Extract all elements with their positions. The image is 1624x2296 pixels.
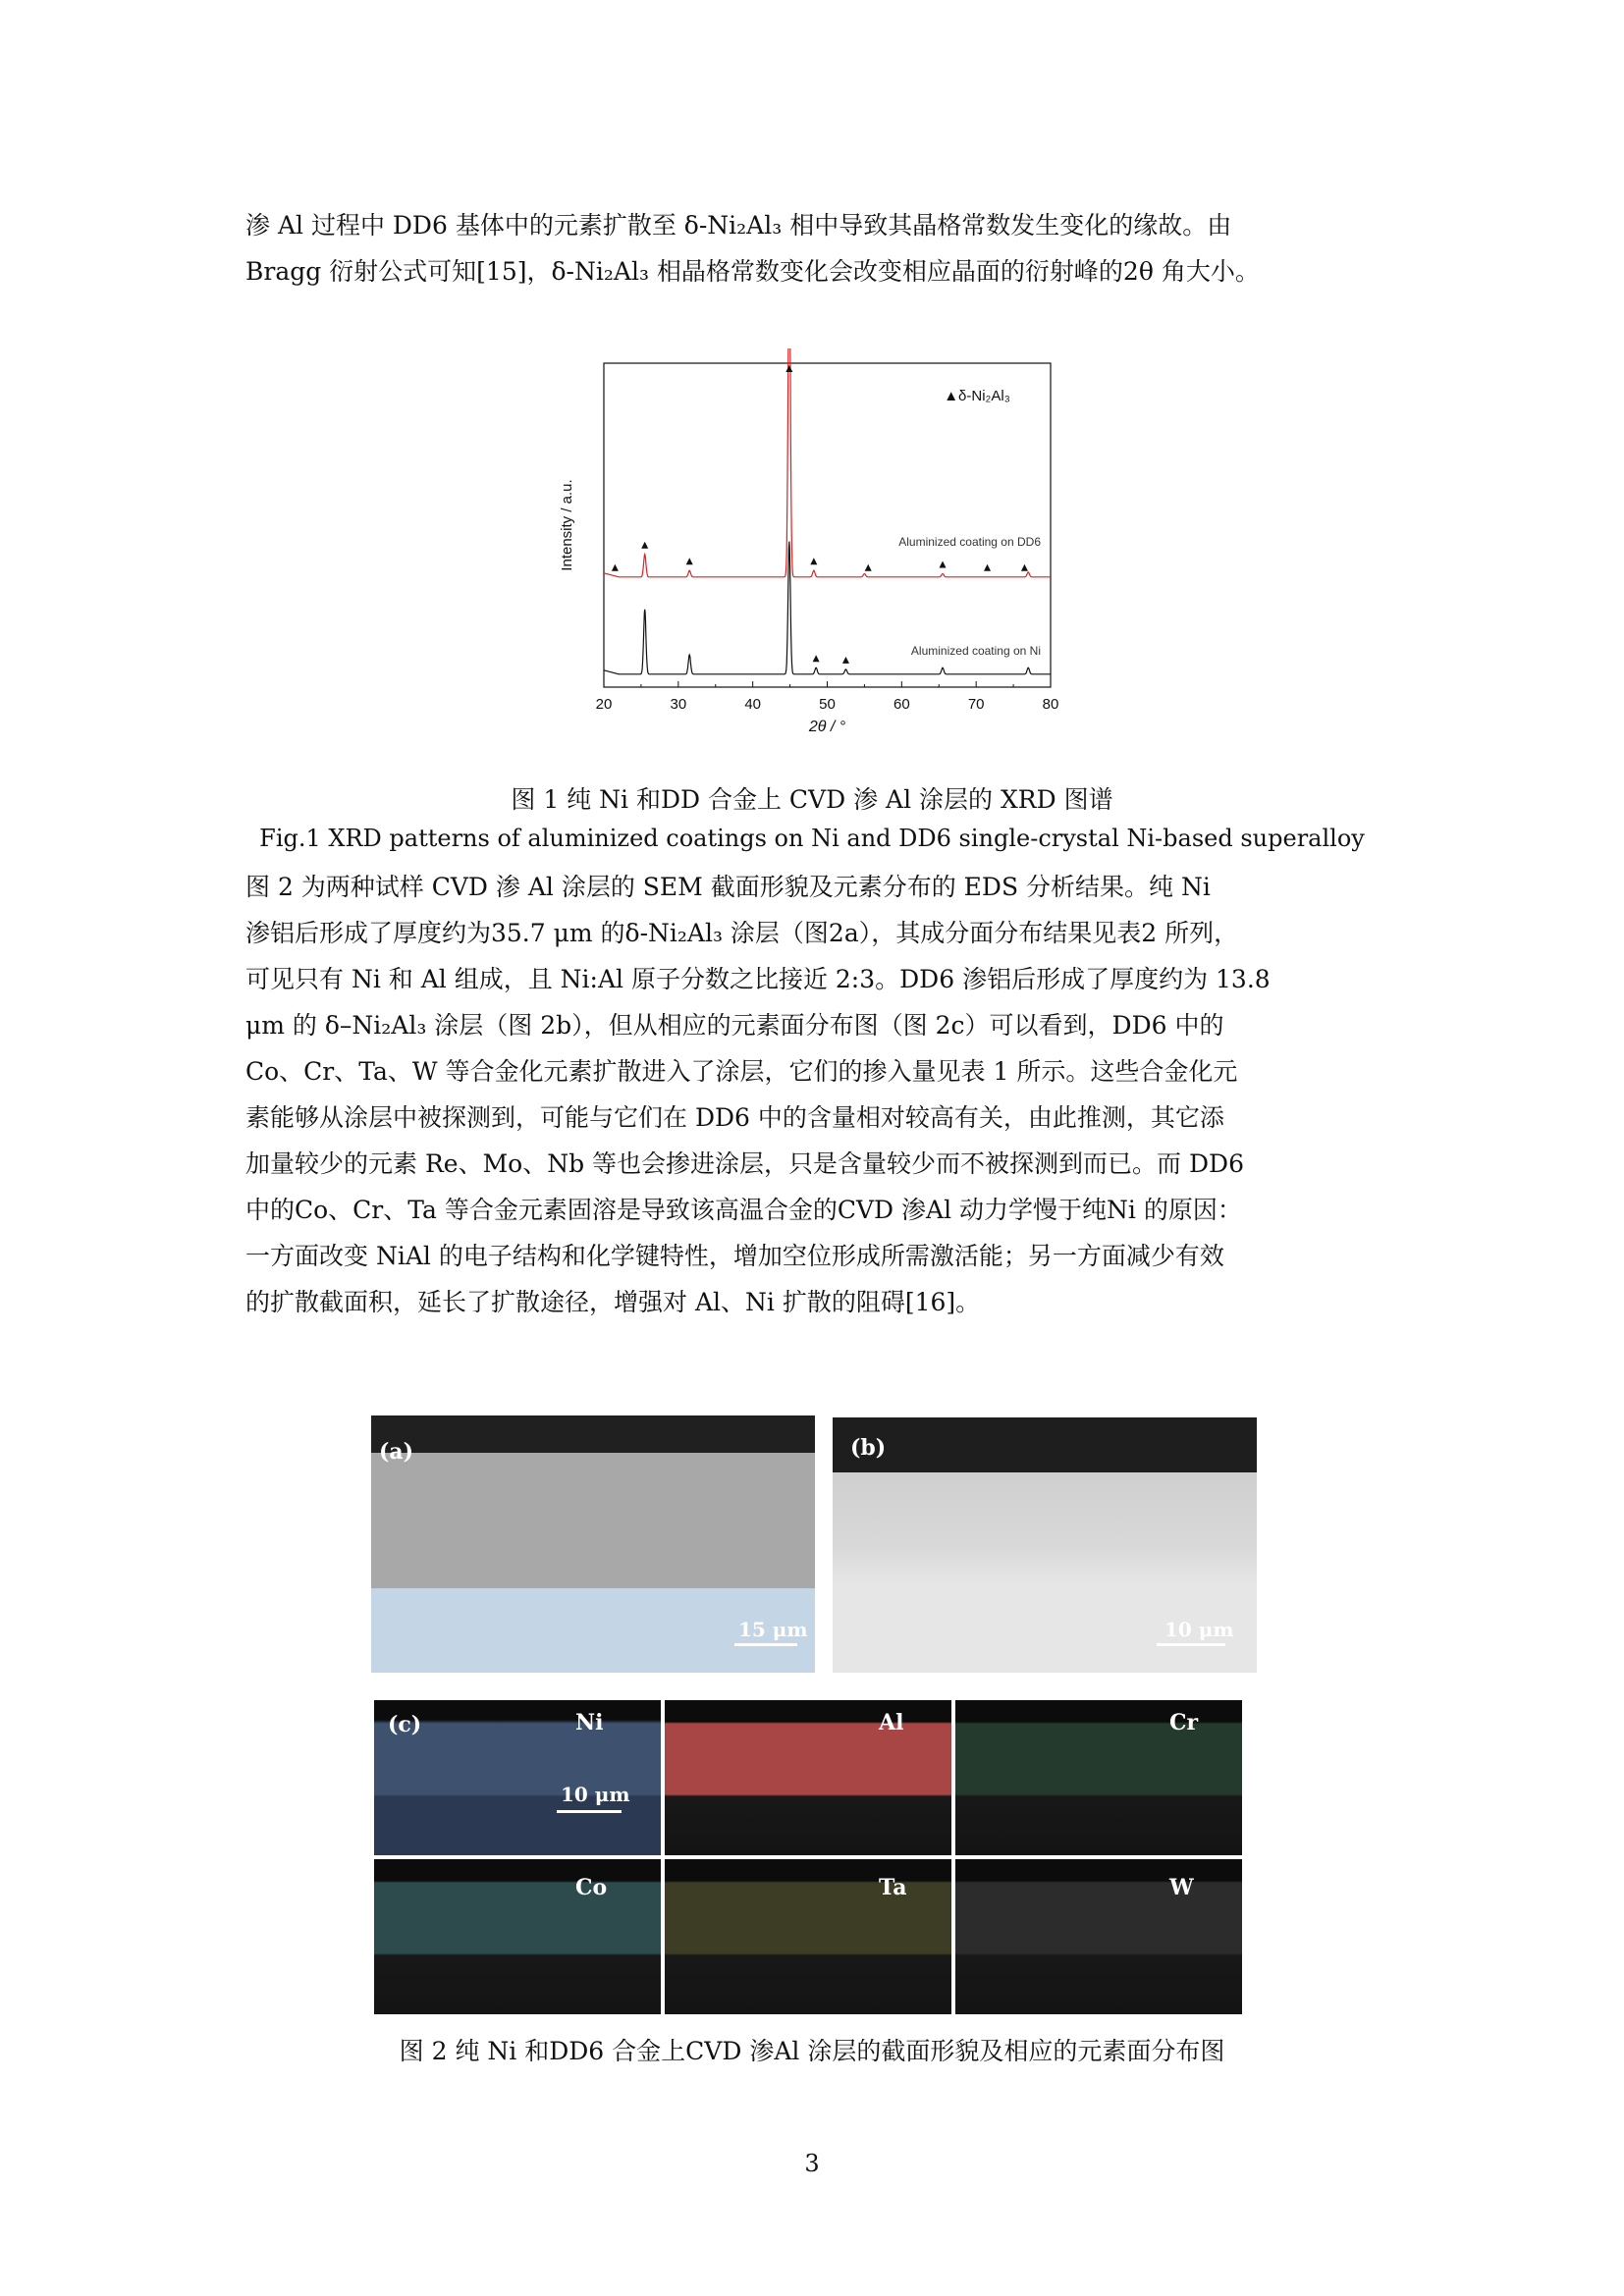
peak-marker <box>1021 564 1028 571</box>
text-line: 渗 Al 过程中 DD6 基体中的元素扩散至 δ-Ni₂Al₃ 相中导致其晶格常数发生变化的缘故。由 <box>245 211 1232 240</box>
eds-map-w <box>955 1859 1242 2014</box>
scale-label: 10 μm <box>1164 1618 1234 1641</box>
xrd-chart <box>550 348 1080 741</box>
peak-marker <box>865 564 872 571</box>
x-tick-label: 70 <box>967 696 985 713</box>
element-label: Co <box>575 1875 608 1900</box>
page-number: 3 <box>804 2150 820 2177</box>
scale-bar <box>1157 1643 1225 1646</box>
eds-map-cr <box>955 1700 1242 1855</box>
text-line: Bragg 衍射公式可知[15]，δ-Ni₂Al₃ 相晶格常数变化会改变相应晶面的衍射峰的2θ 角大小。 <box>245 257 1260 286</box>
x-tick-label: 20 <box>595 696 613 713</box>
figure2-caption: 图 2 纯 Ni 和DD6 合金上CVD 渗Al 涂层的截面形貌及相应的元素面分布图 <box>399 2037 1225 2065</box>
scale-bar <box>557 1810 622 1813</box>
peak-marker <box>940 561 947 568</box>
panel-label: (c) <box>388 1712 422 1737</box>
element-label: Ta <box>879 1875 907 1900</box>
text-line: 素能够从涂层中被探测到，可能与它们在 DD6 中的含量相对较高有关，由此推测，其它添 <box>245 1103 1224 1132</box>
scale-label: 15 μm <box>738 1618 808 1641</box>
plot-frame <box>604 363 1051 687</box>
peak-marker <box>785 365 792 372</box>
peak-marker <box>641 542 648 549</box>
element-label: Ni <box>575 1710 604 1735</box>
sem-panel-b <box>833 1417 1257 1673</box>
x-axis-label: 2θ / ° <box>808 719 846 735</box>
series-label: Aluminized coating on Ni <box>910 643 1041 658</box>
peak-marker <box>810 558 817 564</box>
text-line: μm 的 δ–Ni₂Al₃ 涂层（图 2b），但从相应的元素面分布图（图 2c）可以看到，DD6 中的 <box>245 1011 1224 1040</box>
x-tick-label: 40 <box>744 696 762 713</box>
text-line: 的扩散截面积，延长了扩散途径，增强对 Al、Ni 扩散的阻碍[16]。 <box>245 1288 981 1316</box>
text-line: Co、Cr、Ta、W 等合金化元素扩散进入了涂层，它们的掺入量见表 1 所示。这些合金化元 <box>245 1057 1238 1086</box>
text-line: 中的Co、Cr、Ta 等合金元素固溶是导致该高温合金的CVD 渗Al 动力学慢于纯Ni 的原因： <box>245 1196 1242 1224</box>
text-line: 一方面改变 NiAl 的电子结构和化学键特性，增加空位形成所需激活能；另一方面减少有效 <box>245 1242 1224 1270</box>
peak-marker <box>612 564 619 571</box>
eds-map-ta <box>665 1859 951 2014</box>
sem-panel-a <box>371 1415 815 1673</box>
text-line: 渗铝后形成了厚度约为35.7 μm 的δ-Ni₂Al₃ 涂层（图2a），其成分面分布结果见表2 所列， <box>245 919 1239 947</box>
text-line: 图 2 为两种试样 CVD 渗 Al 涂层的 SEM 截面形貌及元素分布的 EDS 分析结果。纯 Ni <box>245 873 1211 901</box>
series-label: Aluminized coating on DD6 <box>898 534 1041 549</box>
text-line: 加量较少的元素 Re、Mo、Nb 等也会掺进涂层，只是含量较少而不被探测到而已。而 DD6 <box>245 1149 1244 1178</box>
scale-label: 10 μm <box>561 1783 630 1806</box>
peak-marker <box>813 655 820 662</box>
element-label: Cr <box>1169 1710 1199 1735</box>
x-tick-label: 60 <box>893 696 910 713</box>
middle-paragraph <box>245 864 1384 1325</box>
top-paragraph <box>245 202 1384 294</box>
panel-label: (a) <box>379 1439 414 1465</box>
x-tick-label: 50 <box>819 696 836 713</box>
x-tick-label: 80 <box>1042 696 1059 713</box>
x-tick-label: 30 <box>670 696 687 713</box>
xrd-figure <box>550 348 1080 741</box>
figure1-caption-cn: 图 1 纯 Ni 和DD 合金上 CVD 渗 Al 涂层的 XRD 图谱 <box>511 785 1113 814</box>
eds-map-co <box>374 1859 661 2014</box>
element-label: W <box>1169 1875 1194 1900</box>
figure1-caption-en: Fig.1 XRD patterns of aluminized coatings on Ni and DD6 single-crystal Ni-based superalloy <box>259 825 1365 852</box>
peak-marker <box>984 564 991 571</box>
peak-marker <box>842 657 849 664</box>
panel-label: (b) <box>850 1435 887 1461</box>
legend-label: ▲δ-Ni₂Al₃ <box>944 388 1010 404</box>
element-label: Al <box>879 1710 904 1735</box>
text-line: 可见只有 Ni 和 Al 组成，且 Ni:Al 原子分数之比接近 2:3。DD6 渗铝后形成了厚度约为 13.8 <box>245 965 1271 993</box>
scale-bar <box>734 1643 797 1646</box>
peak-marker <box>686 558 693 564</box>
eds-map-al <box>665 1700 951 1855</box>
y-axis-label: Intensity / a.u. <box>559 479 575 571</box>
eds-map-ni <box>374 1700 661 1855</box>
